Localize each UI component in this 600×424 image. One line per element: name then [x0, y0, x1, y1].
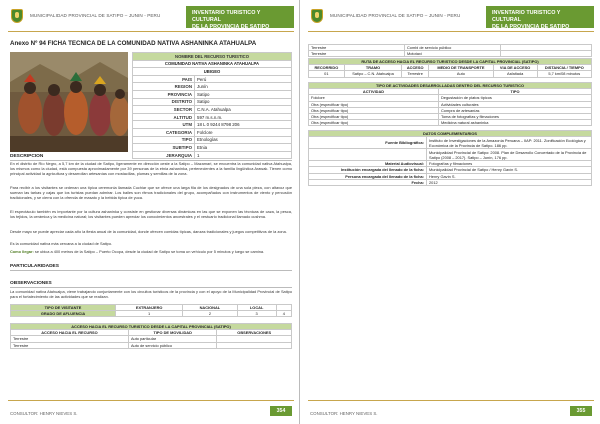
activity-cell: Otra (especificar tipo): [309, 113, 439, 119]
table-row: [309, 149, 592, 161]
access-header: ACCESO HACIA EL RECURSO: [11, 330, 129, 336]
consultant-name: CONSULTOR: HENRY NIEVES S.: [10, 411, 78, 416]
footer-rule: [8, 400, 294, 401]
complementary-value: Fotografías y filmaciones: [427, 161, 592, 167]
scope-row-label: GRADO DE AFLUENCIA: [11, 311, 116, 317]
activity-cell: Folclore: [309, 95, 439, 101]
scope-value: 1: [116, 311, 183, 317]
activity-type-cell: Toma de fotografías y filmaciones: [439, 113, 592, 119]
route-header: VIA DE ACCESO: [493, 65, 537, 71]
fact-row: [133, 113, 292, 121]
fact-value: C.N.A. Atahualpa: [195, 106, 292, 114]
community-photo: [10, 52, 128, 152]
page-footer: [0, 394, 300, 424]
right-page: [300, 0, 600, 424]
activity-type-cell: Degustación de platos típicos: [439, 95, 592, 101]
access-header: OBSERVACIONES: [217, 330, 292, 336]
access-paragraph: [10, 249, 292, 254]
municipality-name: MUNICIPALIDAD PROVINCIAL DE SATIPO – JUNIN - PERU: [330, 13, 461, 18]
activities-header: ACTIVIDAD: [309, 89, 439, 95]
access-text: se ubica a 400 metros de la Satipo – Puerto Ocopa, desde la ciudad de Satipo se toma un vehículo por 5 minutos y luego se camina.: [34, 249, 265, 254]
fact-label: SECTOR: [133, 106, 195, 114]
fact-value: Folclore: [195, 128, 292, 136]
fact-row: [133, 144, 292, 152]
access-cell: [501, 51, 592, 57]
fact-label: UTM: [133, 121, 195, 129]
complementary-label: Persona encargada del llenado de la ficha:: [309, 173, 427, 179]
activity-type-cell: Compra de artesanías: [439, 107, 592, 113]
fact-row: [133, 136, 292, 144]
route-cell: Auto: [429, 71, 494, 77]
description-paragraph: El espectáculo también es importante por la cultura ashaninka y consiste en gestionar diversas dinámicas en las que se exponen las técnicas de caza, la pesca, los tejidos, la cerámica y la medicina natural; los visitantes pueden apreciar los conocimientos ancestrales y el vestuario tradicional llamado cushma.: [10, 209, 292, 220]
table-row: [309, 137, 592, 149]
fact-value: 597 m.s.n.m.: [195, 113, 292, 121]
page-header: [300, 0, 600, 40]
header-rule: [8, 31, 294, 32]
access-cell: Mototaxi: [405, 51, 501, 57]
access-cell: [217, 342, 292, 348]
scope-header: TIPO DE VISITANTE: [11, 305, 116, 311]
route-cell: 01: [309, 71, 345, 77]
activity-type-cell: Medicina natural ashaninka: [439, 120, 592, 126]
fact-label: JERARQUIA: [133, 151, 195, 159]
fact-row: [133, 75, 292, 83]
fact-label: ALTITUD: [133, 113, 195, 121]
fact-row: [133, 106, 292, 114]
page-number: 355: [570, 406, 592, 416]
route-header: DISTANCIA / TIEMPO: [537, 65, 591, 71]
scope-value: 2: [183, 311, 237, 317]
visitor-scope-table: [10, 304, 292, 317]
page-footer: [300, 394, 600, 424]
complementary-bar: DATOS COMPLEMENTARIOS: [309, 131, 592, 137]
page-number: 354: [270, 406, 292, 416]
complementary-value: Municipalidad Provincial de Satipo: 2008. Plan de Desarrollo Concertado de la Provincia de Satipo (2008 – 2017). Satipo – Junín, 176 pp.: [427, 149, 592, 161]
access-table: [10, 323, 292, 349]
scope-value: 3: [237, 311, 276, 317]
fact-label: TIPO: [133, 136, 195, 144]
resource-name-bar: NOMBRE DEL RECURSO TURISTICO: [133, 53, 292, 61]
table-row: [309, 71, 592, 77]
access-cell: Auto particular: [128, 336, 216, 342]
activity-cell: Otra (especificar tipo): [309, 120, 439, 126]
annex-title: Anexo Nº 94 FICHA TECNICA DE LA COMUNIDAD NATIVA ASHANINKA ATAHUALPA: [10, 40, 257, 47]
route-cell: 5,7 km/08 minutos: [537, 71, 591, 77]
activity-type-cell: Actividades culturales: [439, 101, 592, 107]
observations-text: La comunidad nativa Atahualpa, viene trabajando conjuntamente con los circuitos turísticos de la provincia y con el apoyo de la Municipalidad Provincial de Satipo para el fortalecimiento de las actividades que se realizan.: [10, 289, 292, 300]
fact-label: CATEGORIA: [133, 128, 195, 136]
inventory-title-box: [186, 6, 294, 28]
location-bar: UBIGEO: [133, 68, 292, 76]
description-heading: DESCRIPCION: [10, 154, 292, 161]
route-header: TRAMO: [344, 65, 402, 71]
access-cell: Combi de servicio público: [405, 45, 501, 51]
route-cell: Satipo – C.N. Atahualpa: [344, 71, 402, 77]
route-bar: RUTA DE ACCESO HACIA EL RECURSO TURISTICO DESDE LA CAPITAL PROVINCIAL (SATIPO): [309, 59, 592, 65]
inventory-title-line1: INVENTARIO TURISTICO Y CULTURAL: [492, 10, 561, 23]
complementary-label: Institución encargada del llenado de la ficha:: [309, 167, 427, 173]
fact-value: Junín: [195, 83, 292, 91]
fact-row: [133, 98, 292, 106]
municipality-logo: [8, 7, 26, 25]
scope-header: EXTRANJERO: [116, 305, 183, 311]
header-rule: [308, 31, 594, 32]
fact-row: [133, 90, 292, 98]
inventory-title-line2: DE LA PROVINCIA DE SATIPO: [492, 24, 570, 30]
municipality-logo: [308, 7, 326, 25]
fact-row: [133, 121, 292, 129]
table-row: [309, 120, 592, 126]
observations-heading: OBSERVACIONES: [10, 281, 292, 288]
complementary-data-table: [308, 130, 592, 186]
route-header: ACCESO: [402, 65, 429, 71]
fact-label: PROVINCIA: [133, 90, 195, 98]
access-table-continued: [308, 44, 592, 57]
fact-label: SUBTIPO: [133, 144, 195, 152]
route-table: [308, 58, 592, 78]
description-paragraph: En el distrito de Río Negro, a 5,7 km de la ciudad de Satipo, ligeramente en dirección oeste a la Satipo – Mazamari, se encuentra la comunidad nativa Atahualpa, los mismos como la ciudad, está compuesta aproximadamente por 39 personas de la etnia ashaninka, pertenecientes a la familia lingüística Arawak. Tienen como principal actividad la agricultura y desarrollan artesanías con mostacillas, plumas y semillas de la zona.: [10, 161, 292, 177]
access-label: Como llegar:: [10, 249, 34, 254]
fact-row: [133, 128, 292, 136]
fact-value: Satipo: [195, 98, 292, 106]
activity-cell: Otra (especificar tipo): [309, 107, 439, 113]
description-paragraph: Desde mayo se puede apreciar cada año la fiesta anual de la comunidad, donde ofrecen comidas típicas, danzas tradicionales y juegos competitivos de la zona.: [10, 229, 287, 234]
page-header: [0, 0, 300, 40]
activities-header: TIPO: [439, 89, 592, 95]
route-header: MEDIO DE TRANSPORTE: [429, 65, 494, 71]
footer-rule: [308, 400, 594, 401]
route-header: RECORRIDO: [309, 65, 345, 71]
complementary-label: Material Audiovisual:: [309, 161, 427, 167]
table-row: [309, 51, 592, 57]
complementary-value: Henry Gavín S.: [427, 173, 592, 179]
consultant-name: CONSULTOR: HENRY NIEVES S.: [310, 411, 378, 416]
resource-name: COMUNIDAD NATIVA ASHANINKA ATAHUALPA: [133, 60, 292, 68]
scope-header: LOCAL: [237, 305, 276, 311]
description-paragraph: Para recibir a los visitantes se ordenan una típica ceremonia llamada Cuchiar que se ofrece una larga fila de los designados de una sola pieza, con altavoz que suenan las tarkas y cajas que los turistas puedan admirar. Los bailes son ritmos tradicionales del grupo, acompañados con instrumentos de viento y percusión tradicionales, y se cierra con la ofrenda de masato y la bebida típica de yuca.: [10, 185, 292, 201]
activities-table: [308, 82, 592, 126]
fact-value: Satipo: [195, 90, 292, 98]
route-cell: Terrestre: [402, 71, 429, 77]
fact-value: 18 L 0 9244 8798 206: [195, 121, 292, 129]
inventory-title-line2: DE LA PROVINCIA DE SATIPO: [192, 24, 270, 30]
fact-sheet-table: [132, 52, 292, 159]
complementary-value: 2012: [427, 179, 592, 185]
complementary-value: Municipalidad Provincial de Satipo / Henry Gavín S.: [427, 167, 592, 173]
fact-label: DISTRITO: [133, 98, 195, 106]
fact-row: [133, 83, 292, 91]
access-cell: Terrestre: [11, 342, 129, 348]
scope-value: 4: [276, 311, 291, 317]
inventory-title-line1: INVENTARIO TURISTICO Y CULTURAL: [192, 10, 261, 23]
activity-cell: Otra (especificar tipo): [309, 101, 439, 107]
complementary-label: [309, 149, 427, 161]
inventory-title-box: [486, 6, 594, 28]
access-cell: Terrestre: [309, 51, 405, 57]
access-cell: Terrestre: [309, 45, 405, 51]
table-row: [309, 179, 592, 185]
community-photo-illustration: [10, 52, 128, 152]
complementary-label: Fecha:: [309, 179, 427, 185]
access-header: TIPO DE MOVILIDAD: [128, 330, 216, 336]
fact-label: REGION: [133, 83, 195, 91]
fact-value: Etnologías: [195, 136, 292, 144]
complementary-label: Fuente Bibliográfica:: [309, 137, 427, 149]
complementary-value: Instituto de Investigaciones de la Amazonía Peruana – IIAP: 2011. Zonificación Ecológica y Económica de la Provincia de Satipo. 186 pp.: [427, 137, 592, 149]
access-bar: ACCESO HACIA EL RECURSO TURISTICO DESDE LA CAPITAL PROVINCIAL (SATIPO): [11, 324, 292, 330]
activities-bar: TIPO DE ACTIVIDADES DESARROLLADAS DENTRO DEL RECURSO TURISTICO: [309, 83, 592, 89]
municipality-name: MUNICIPALIDAD PROVINCIAL DE SATIPO – JUNIN - PERU: [30, 13, 161, 18]
fact-value: Perú: [195, 75, 292, 83]
route-cell: Asfaltada: [493, 71, 537, 77]
table-row: [11, 342, 292, 348]
fact-label: PAIS: [133, 75, 195, 83]
description-paragraph: Es la comunidad nativa más cercana a la ciudad de Satipo.: [10, 241, 113, 246]
access-cell: Auto de servicio público: [128, 342, 216, 348]
access-cell: Terrestre: [11, 336, 129, 342]
fact-value: Etnia: [195, 144, 292, 152]
fact-value: 1: [195, 151, 292, 159]
particularities-heading: PARTICULARIDADES: [10, 264, 292, 271]
scope-header: NACIONAL: [183, 305, 237, 311]
